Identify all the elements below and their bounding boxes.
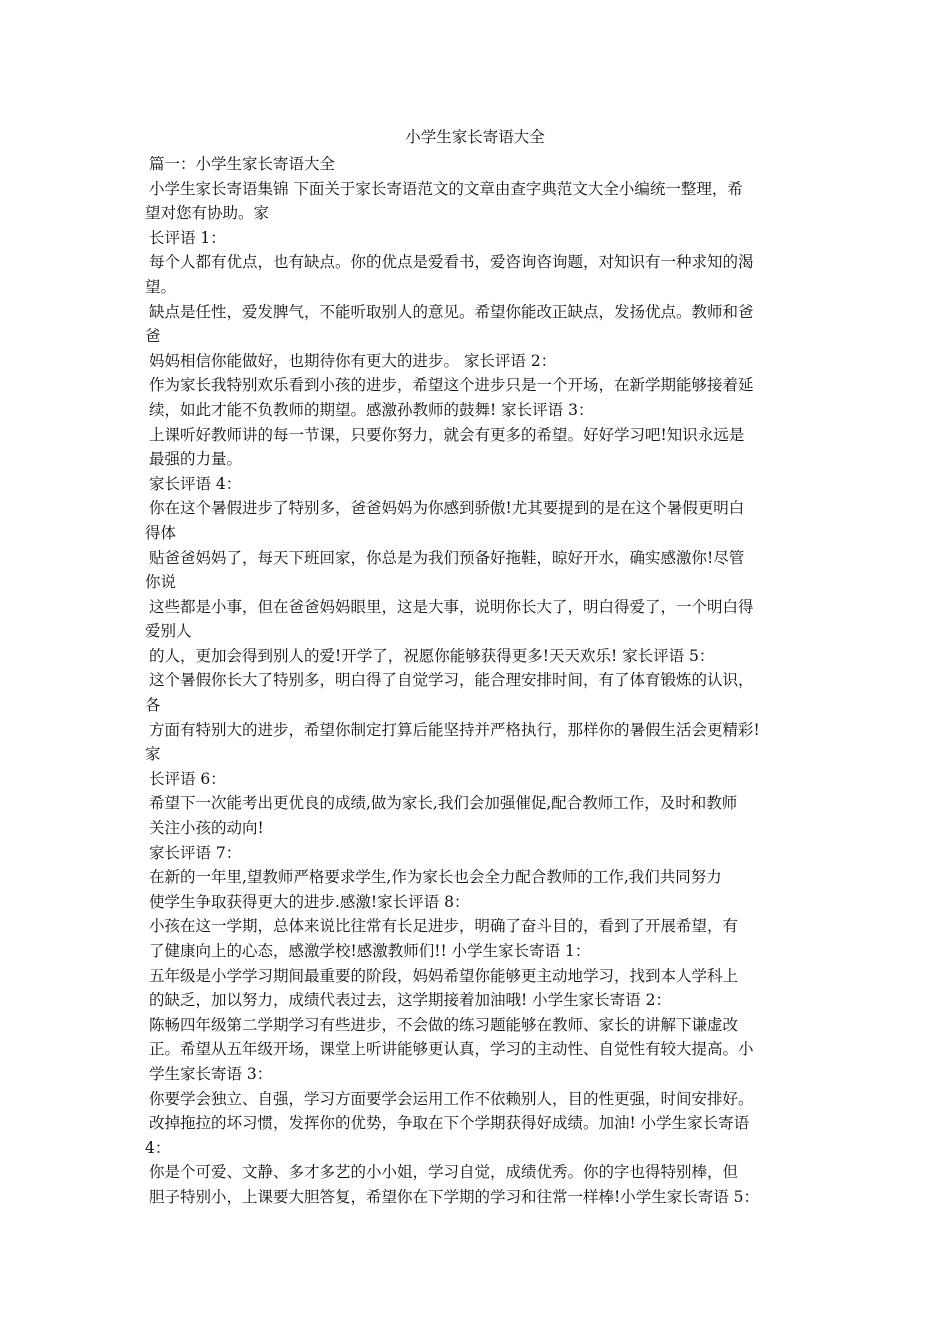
- body-line: 的人，更加会得到别人的爱!开学了，祝愿你能够获得更多!天天欢乐! 家长评语 5：: [149, 646, 715, 665]
- body-line: 上课听好教师讲的每一节课，只要你努力，就会有更多的希望。好好学习吧!知识永远是: [149, 425, 745, 444]
- body-line: 4：: [145, 1138, 171, 1157]
- body-line: 缺点是任性，爱发脾气，不能听取别人的意见。希望你能改正缺点，发扬优点。教师和爸: [149, 302, 754, 321]
- body-line: 贴爸爸妈妈了，每天下班回家，你总是为我们预备好拖鞋，晾好开水，确实感激你!尽管: [149, 548, 745, 567]
- body-line: 陈畅四年级第二学期学习有些进步，不会做的练习题能够在教师、家长的讲解下谦虚改: [149, 1015, 739, 1034]
- body-line: 妈妈相信你能做好，也期待你有更大的进步。 家长评语 2：: [149, 351, 557, 370]
- body-line: 家长评语 7：: [149, 843, 242, 862]
- body-line: 长评语 6：: [149, 769, 226, 788]
- body-line: 每个人都有优点，也有缺点。你的优点是爱看书，爱咨询咨询题，对知识有一种求知的渴: [149, 253, 754, 272]
- body-line: 长评语 1：: [149, 228, 226, 247]
- body-line: 你说: [145, 573, 177, 592]
- body-line: 你要学会独立、自强，学习方面要学会运用工作不依赖别人，目的性更强，时间安排好。: [149, 1089, 754, 1108]
- body-line: 这个暑假你长大了特别多，明白得了自觉学习，能合理安排时间，有了体育锻炼的认识，: [149, 671, 754, 690]
- body-line: 爱别人: [145, 622, 192, 641]
- body-line: 望。: [145, 277, 177, 296]
- body-line: 各: [145, 696, 161, 715]
- body-line: 了健康向上的心态，感激学校!感激教师们!! 小学生家长寄语 1：: [149, 942, 591, 960]
- document-body: [145, 152, 815, 1210]
- body-line: 小孩在这一学期，总体来说比往常有长足进步，明确了奋斗目的，看到了开展希望，有: [149, 917, 739, 936]
- body-line: 学生家长寄语 3：: [149, 1064, 273, 1083]
- body-line: 家长评语 4：: [149, 474, 242, 493]
- body-line: 爸: [145, 327, 161, 346]
- body-line: 方面有特别大的进步，希望你制定打算后能坚持并严格执行，那样你的暑假生活会更精彩!: [149, 720, 760, 739]
- body-line: 五年级是小学学习期间最重要的阶段，妈妈希望你能够更主动地学习，找到本人学科上: [149, 966, 739, 985]
- body-line: 使学生争取获得更大的进步.感激!家长评语 8：: [149, 892, 470, 911]
- body-line: 篇一：小学生家长寄语大全: [149, 155, 336, 173]
- body-line: 最强的力量。: [149, 450, 243, 469]
- body-line: 望对您有协助。家: [145, 204, 270, 223]
- body-line: 作为家长我特别欢乐看到小孩的进步，希望这个进步只是一个开场，在新学期能够接着延: [149, 376, 754, 395]
- body-line: 希望下一次能考出更优良的成绩,做为家长,我们会加强催促,配合教师工作，及时和教师: [149, 794, 738, 813]
- body-line: 正。希望从五年级开场，课堂上听讲能够更认真，学习的主动性、自觉性有较大提高。小: [149, 1040, 754, 1059]
- body-line: 在新的一年里,望教师严格要求学生,作为家长也会全力配合教师的工作,我们共同努力: [149, 868, 722, 887]
- body-line: 关注小孩的动向!: [149, 819, 264, 838]
- body-line: 得体: [145, 523, 177, 542]
- body-line: 小学生家长寄语集锦 下面关于家长寄语范文的文章由查字典范文大全小编统一整理，希: [149, 179, 743, 198]
- body-line: 改掉拖拉的坏习惯，发挥你的优势，争取在下个学期获得好成绩。加油! 小学生家长寄语: [149, 1114, 750, 1133]
- body-line: 这些都是小事，但在爸爸妈妈眼里，这是大事，说明你长大了，明白得爱了，一个明白得: [149, 597, 754, 616]
- body-line: 续，如此才能不负教师的期望。感激孙教师的鼓舞! 家长评语 3：: [149, 400, 594, 419]
- document-title: 小学生家长寄语大全: [405, 128, 545, 146]
- body-line: 的缺乏，加以努力，成绩代表过去，这学期接着加油哦! 小学生家长寄语 2：: [149, 991, 671, 1010]
- body-line: 胆子特别小，上课要大胆答复，希望你在下学期的学习和往常一样棒!小学生家长寄语 5：: [149, 1187, 760, 1206]
- body-line: 你是个可爱、文静、多才多艺的小小姐，学习自觉，成绩优秀。你的字也得特别棒，但: [149, 1163, 739, 1182]
- body-line: 家: [145, 745, 161, 764]
- body-line: 你在这个暑假进步了特别多，爸爸妈妈为你感到骄傲!尤其要提到的是在这个暑假更明白: [149, 499, 745, 518]
